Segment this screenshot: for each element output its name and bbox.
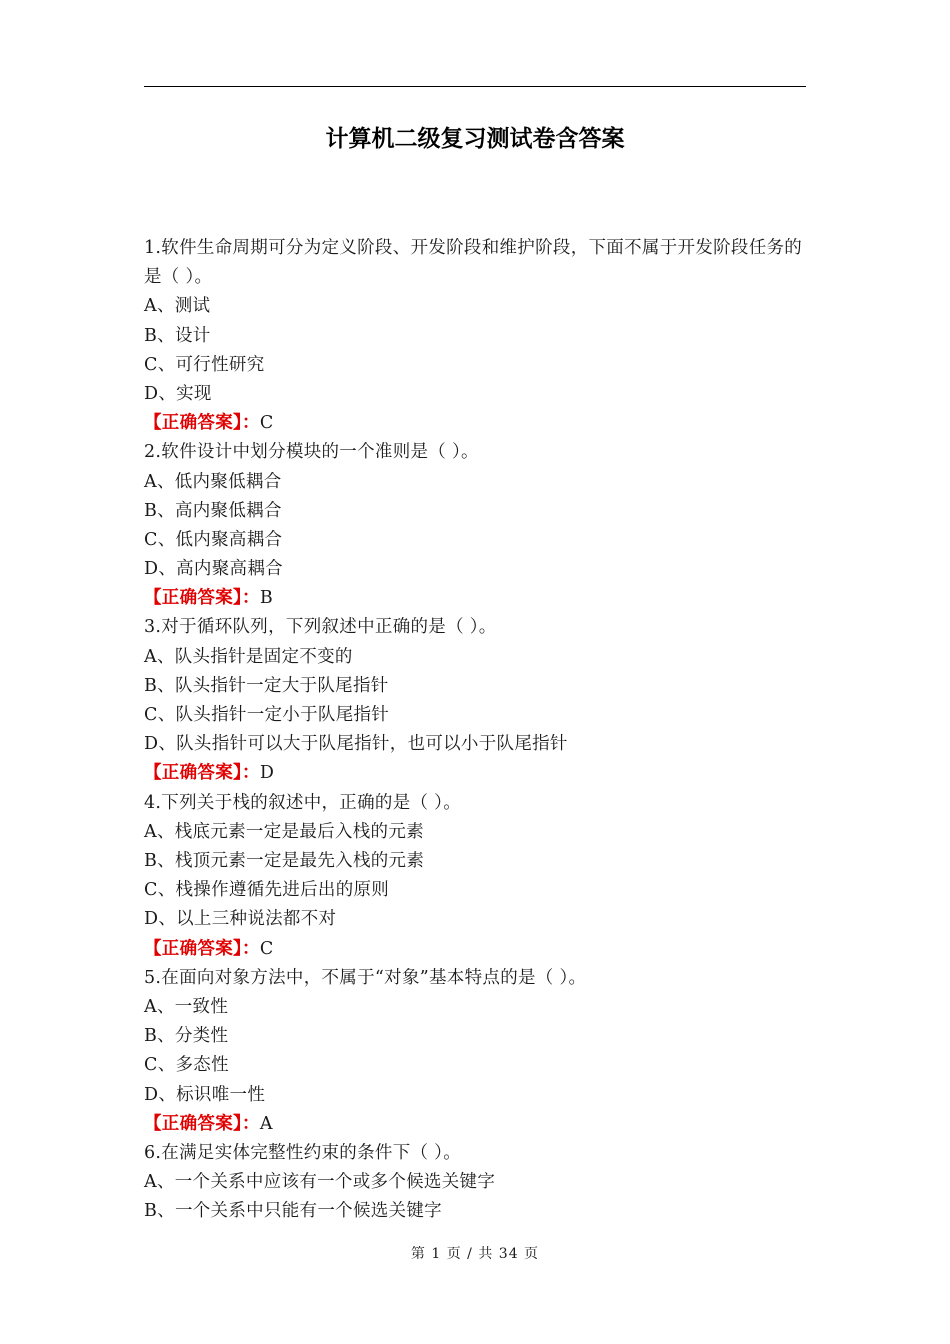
- answer-line: [144, 584, 806, 613]
- question-list: [144, 234, 806, 1226]
- option-d: D、队头指针可以大于队尾指针，也可以小于队尾指针: [144, 734, 568, 755]
- option-c: C、低内聚高耦合: [144, 529, 283, 550]
- option-c: C、多态性: [144, 1055, 229, 1076]
- question-2: [144, 438, 806, 613]
- answer-line: [144, 409, 806, 438]
- question-stem: 2.软件设计中划分模块的一个准则是（ ）。: [144, 442, 479, 463]
- option-a: A、测试: [144, 296, 211, 317]
- option-b: B、队头指针一定大于队尾指针: [144, 675, 389, 696]
- option-d: D、标识唯一性: [144, 1084, 266, 1105]
- option-b: B、设计: [144, 325, 211, 346]
- answer-label: 【正确答案】：: [144, 588, 260, 609]
- option-c: C、队头指针一定小于队尾指针: [144, 705, 390, 726]
- question-1: [144, 234, 806, 438]
- answer-label: 【正确答案】：: [144, 938, 260, 959]
- option-d: D、实现: [144, 383, 212, 404]
- question-6: [144, 1139, 806, 1227]
- option-d: D、高内聚高耦合: [144, 559, 283, 580]
- option-a: A、队头指针是固定不变的: [144, 646, 353, 667]
- question-4: [144, 789, 806, 964]
- answer-value: C: [259, 938, 274, 959]
- option-a: A、一个关系中应该有一个或多个候选关键字: [144, 1172, 496, 1193]
- answer-label: 【正确答案】：: [144, 763, 260, 784]
- answer-line: [144, 935, 806, 964]
- answer-value: B: [259, 588, 274, 609]
- option-a: A、一致性: [144, 996, 229, 1017]
- option-b: B、栈顶元素一定是最先入栈的元素: [144, 851, 425, 872]
- option-d: D、以上三种说法都不对: [144, 909, 337, 930]
- question-stem: 6.在满足实体完整性约束的条件下（ ）。: [144, 1142, 462, 1163]
- answer-value: A: [259, 1113, 273, 1134]
- question-5: [144, 964, 806, 1139]
- question-3: [144, 613, 806, 788]
- option-c: C、可行性研究: [144, 354, 265, 375]
- answer-label: 【正确答案】：: [144, 1113, 260, 1134]
- answer-value: D: [259, 763, 275, 784]
- question-stem: 5.在面向对象方法中，不属于“对象”基本特点的是（ ）。: [144, 967, 587, 988]
- header-rule: [144, 86, 806, 87]
- document-title: 计算机二级复习测试卷含答案: [325, 126, 625, 152]
- answer-line: [144, 1110, 806, 1139]
- option-b: B、分类性: [144, 1026, 229, 1047]
- page-footer: 第 1 页 / 共 34 页: [410, 1246, 540, 1262]
- question-stem: 4.下列关于栈的叙述中，正确的是（ ）。: [144, 792, 462, 813]
- answer-line: [144, 759, 806, 788]
- option-b: B、一个关系中只能有一个候选关键字: [144, 1201, 442, 1222]
- question-stem: 1.软件生命周期可分为定义阶段、开发阶段和维护阶段，下面不属于开发阶段任务的是（ ）。: [144, 238, 803, 288]
- answer-value: C: [259, 413, 274, 434]
- answer-label: 【正确答案】：: [144, 413, 260, 434]
- option-c: C、栈操作遵循先进后出的原则: [144, 880, 390, 901]
- option-b: B、高内聚低耦合: [144, 500, 282, 521]
- question-stem: 3.对于循环队列，下列叙述中正确的是（ ）。: [144, 617, 497, 638]
- option-a: A、栈底元素一定是最后入栈的元素: [144, 821, 424, 842]
- option-a: A、低内聚低耦合: [144, 471, 282, 492]
